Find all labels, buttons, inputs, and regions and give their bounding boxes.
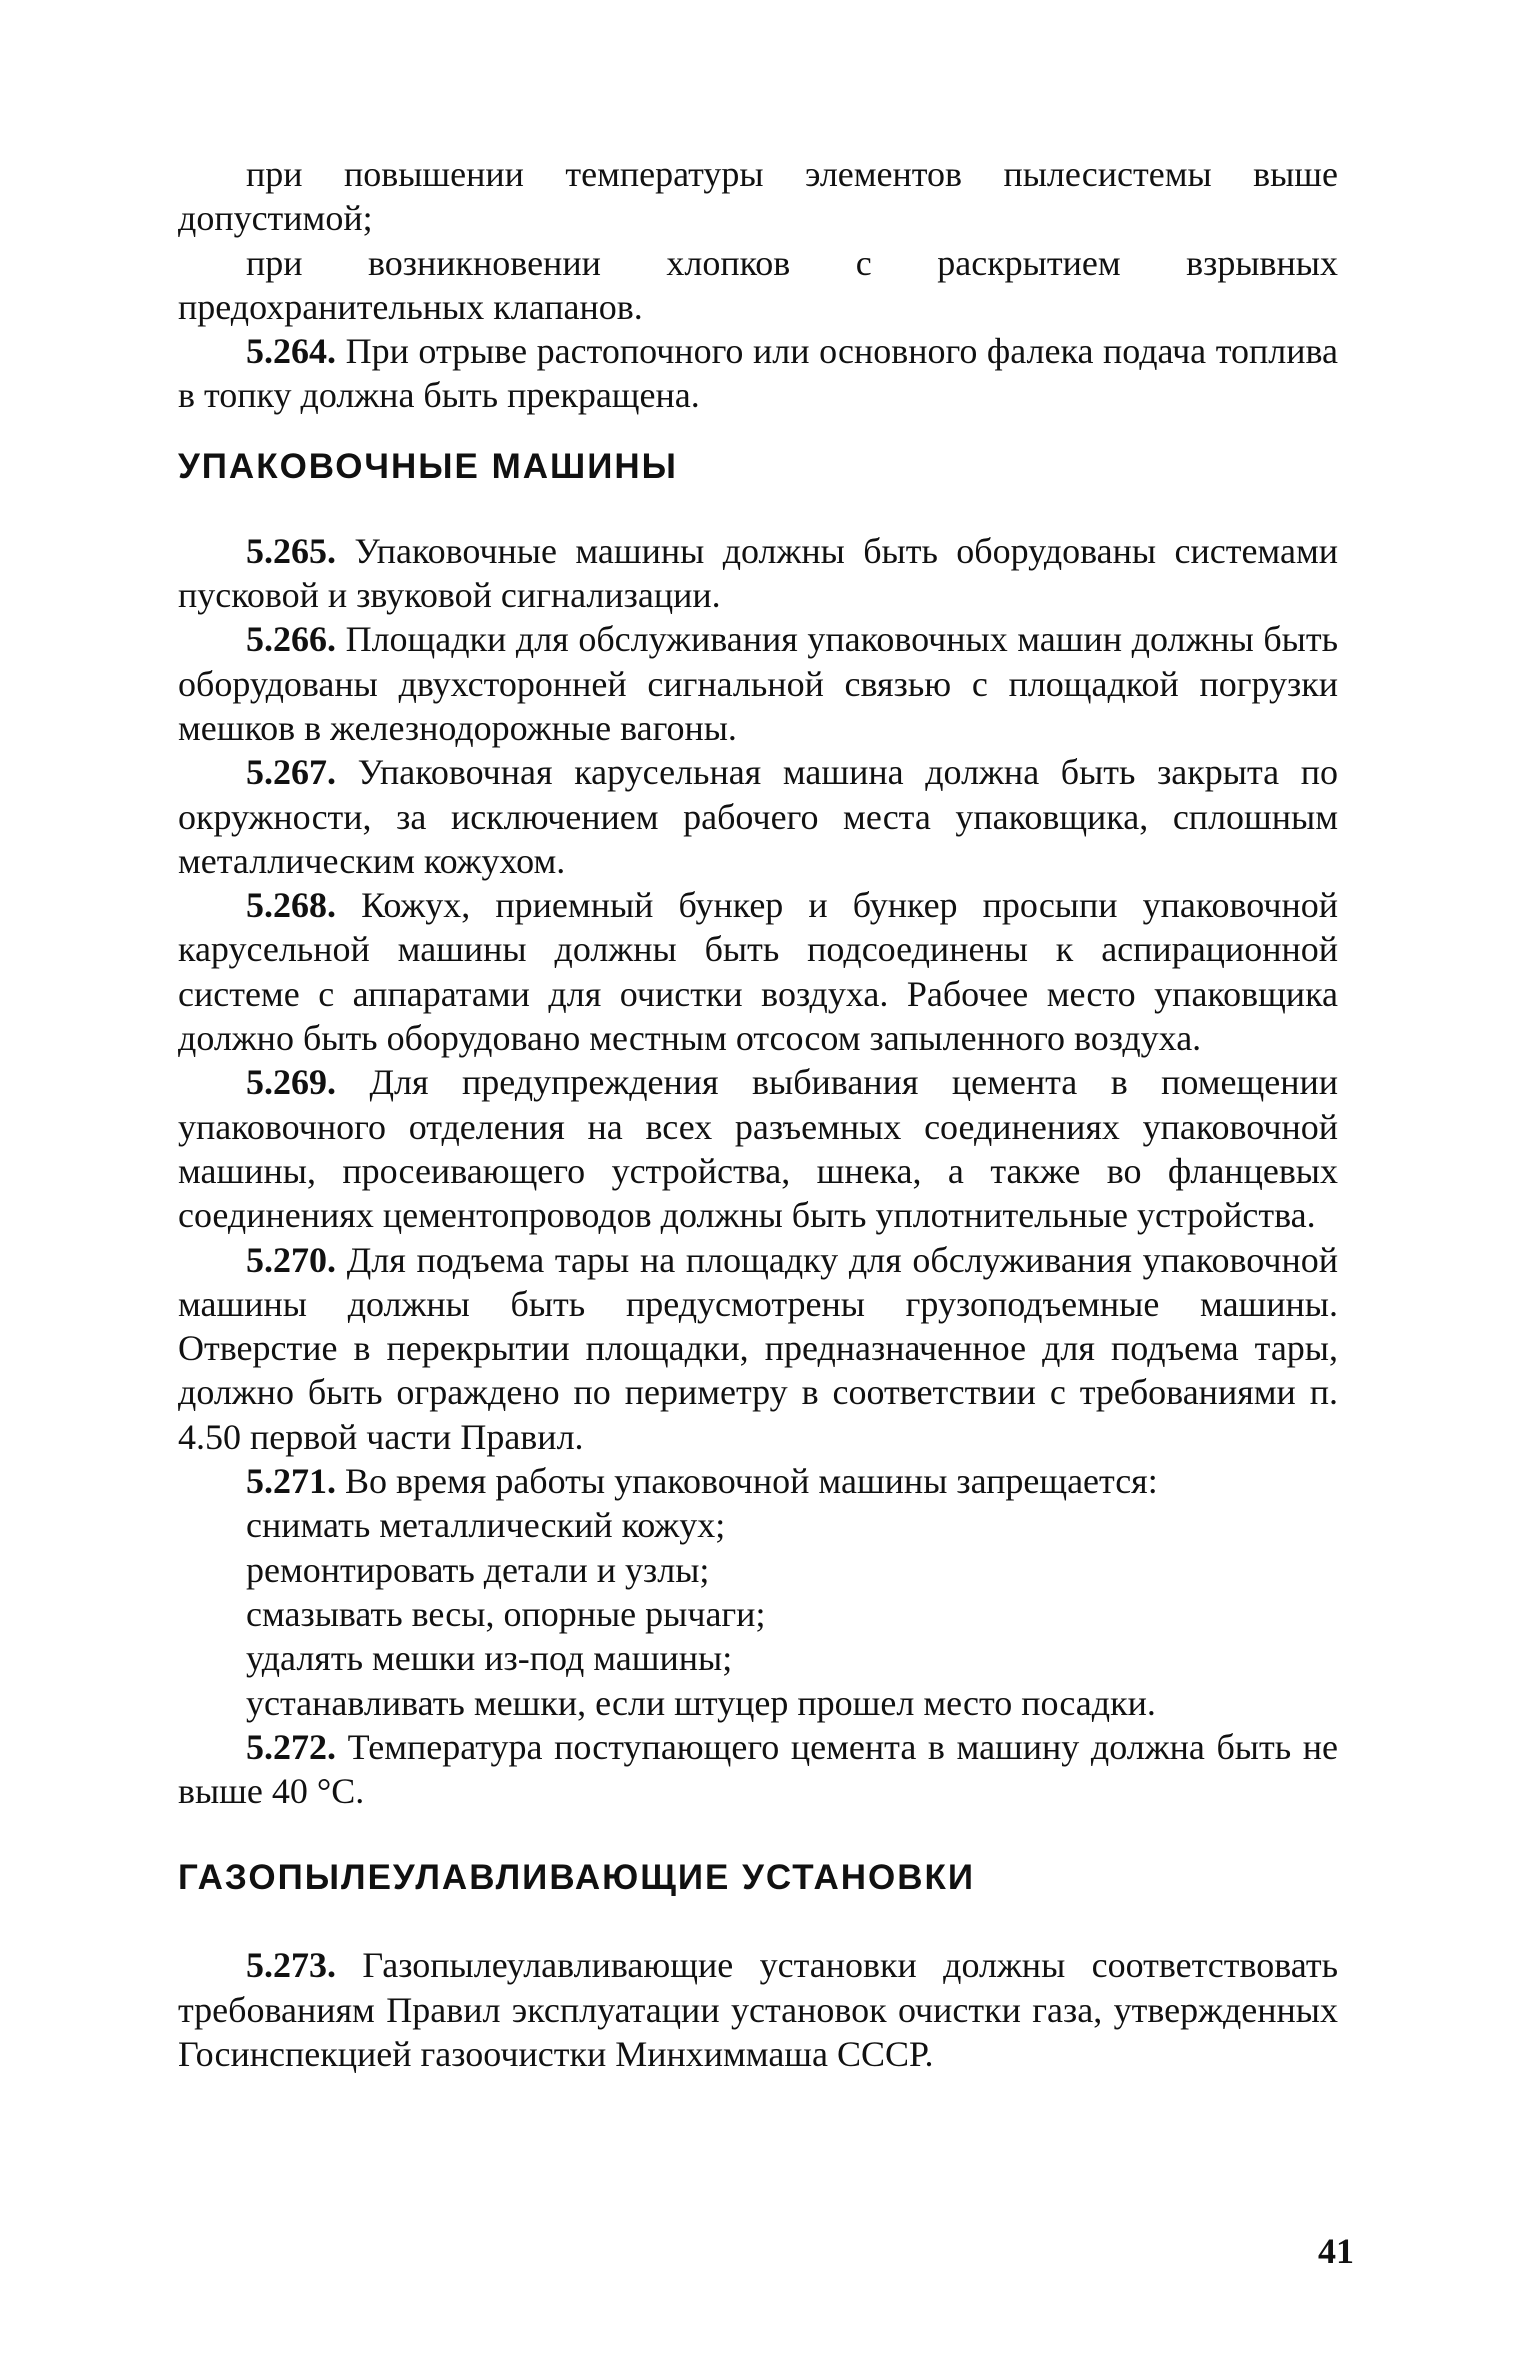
paragraph-temperature	[178, 152, 1338, 241]
list-item: смазывать весы, опорные рычаги;	[246, 1593, 766, 1634]
paragraph-5-273	[178, 1943, 1338, 2076]
section-heading-packing-machines: УПАКОВОЧНЫЕ МАШИНЫ	[178, 446, 678, 486]
paragraph-5-267	[178, 750, 1338, 883]
clause-number: 5.273.	[246, 1945, 336, 1986]
clause-number: 5.269.	[246, 1062, 336, 1103]
page-number: 41	[1318, 2231, 1354, 2271]
paragraph-text: Газопылеулавливающие установки должны соответствовать требованиям Правил эксплуатации установок очистки газа, утвержденных Госинспекцией газоочистки Минхиммаша СССР.	[178, 1945, 1338, 2074]
clause-number: 5.267.	[246, 752, 336, 793]
paragraph-5-265	[178, 529, 1338, 618]
list-item: устанавливать мешки, если штуцер прошел место посадки.	[246, 1682, 1156, 1723]
clause-number: 5.264.	[246, 331, 336, 372]
list-item: снимать металлический кожух;	[246, 1505, 726, 1546]
paragraph-text: при возникновении хлопков с раскрытием взрывных предохранительных клапанов.	[178, 242, 1338, 327]
paragraph-5-266	[178, 617, 1338, 750]
paragraph-text: Упаковочные машины должны быть оборудованы системами пусковой и звуковой сигнализации.	[178, 530, 1338, 616]
clause-number: 5.266.	[246, 619, 336, 660]
paragraph-5-269	[178, 1060, 1338, 1237]
paragraph-text: Упаковочная карусельная машина должна быть закрыта по окружности, за исключением рабочего места упаковщика, сплошным металлическим кожухом.	[178, 752, 1338, 881]
paragraph-5-264	[178, 329, 1338, 418]
paragraph-5-271	[178, 1459, 1338, 1503]
paragraph-5-272	[178, 1725, 1338, 1814]
clause-number: 5.265.	[246, 530, 336, 571]
paragraph-text: Кожух, приемный бункер и бункер просыпи упаковочной карусельной машины должны быть подсоединены к аспирационной системе с аппаратами для очистки воздуха. Рабочее место упаковщика должно быть оборудовано местным отсосом запыленного воздуха.	[178, 885, 1338, 1059]
paragraph-text: Во время работы упаковочной машины запрещается:	[336, 1461, 1158, 1502]
clause-number: 5.270.	[246, 1239, 336, 1280]
list-item: удалять мешки из-под машины;	[246, 1638, 733, 1679]
paragraph-text: Для предупреждения выбивания цемента в помещении упаковочного отделения на всех разъемных соединениях упаковочной машины, просеивающего устройства, шнека, а также во фланцевых соединениях цементопроводов должны быть уплотнительные устройства.	[178, 1062, 1338, 1236]
paragraph-text: Для подъема тары на площадку для обслуживания упаковочной машины должны быть предусмотрены грузоподъемные машины. Отверстие в перекрытии площадки, предназначенное для подъема тары, должно быть ограждено по периметру в соответствии с требованиями п. 4.50 первой части Правил.	[178, 1239, 1338, 1457]
paragraph-5-270	[178, 1238, 1338, 1459]
section-heading-gas-dust-collectors: ГАЗОПЫЛЕУЛАВЛИВАЮЩИЕ УСТАНОВКИ	[178, 1858, 976, 1898]
clause-number: 5.272.	[246, 1726, 336, 1767]
paragraph-text: При отрыве растопочного или основного фалека подача топлива в топку должна быть прекращена.	[178, 331, 1338, 416]
clause-number: 5.271.	[246, 1461, 336, 1502]
paragraph-text: при повышении температуры элементов пылесистемы выше допустимой;	[178, 154, 1338, 239]
paragraph-text: Температура поступающего цемента в машину должна быть не выше 40 °С.	[178, 1726, 1338, 1812]
list-item: ремонтировать детали и узлы;	[246, 1549, 710, 1590]
clause-number: 5.268.	[246, 885, 336, 926]
paragraph-valves	[178, 241, 1338, 330]
paragraph-5-268	[178, 883, 1338, 1060]
paragraph-text: Площадки для обслуживания упаковочных машин должны быть оборудованы двухсторонней сигнальной связью с площадкой погрузки мешков в железнодорожные вагоны.	[178, 619, 1338, 748]
